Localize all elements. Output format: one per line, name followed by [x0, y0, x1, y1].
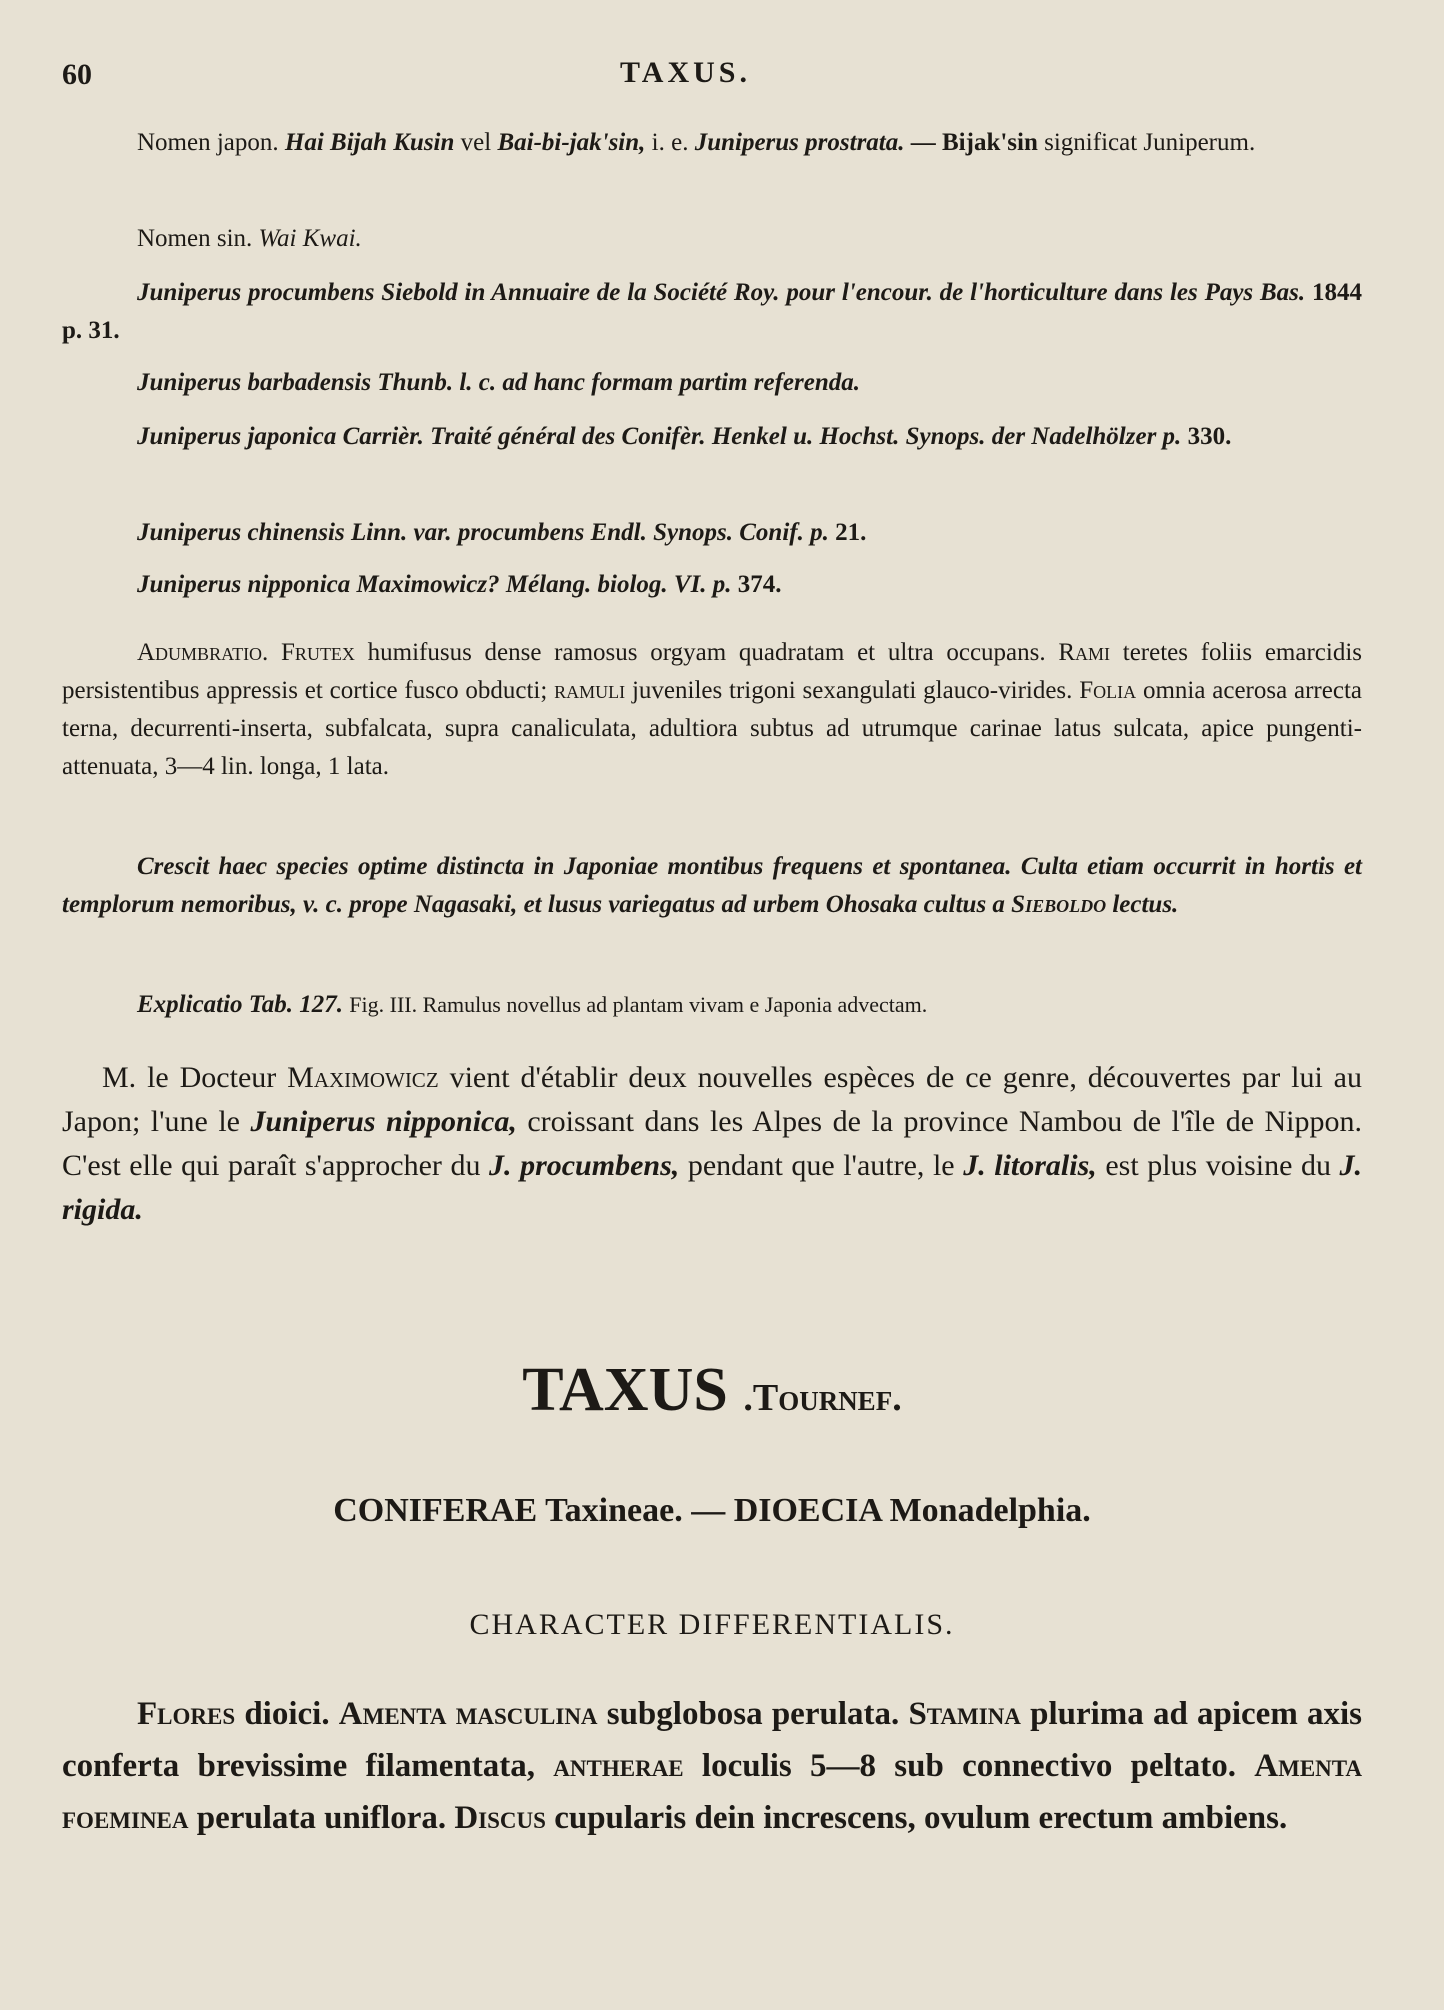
french-paragraph: M. le Docteur Maximowicz vient d'établir deux nouvelles espèces de ce genre, découvertes par lui au Japon; l'une le Juniperus nipponica, croissant dans les Alpes de la province Nambou de l'île de Nippon. C'est elle qui paraît s'approcher du J. procumbens, pendant que l'autre, le J. litoralis, est plus voisine du J. rigida.: [62, 1061, 1363, 1226]
family-line: CONIFERAE Taxineae. — DIOECIA Monadelphia.: [333, 1492, 1091, 1529]
synonym-4: Juniperus chinensis Linn. var. procumbens Endl. Synops. Conif. p. 21.: [137, 519, 867, 546]
ie-word: i. e.: [651, 129, 689, 156]
meaning: Juniperus prostrata.: [694, 129, 905, 156]
synonym-1: Juniperus procumbens Siebold in Annuaire de la Société Roy. pour l'encour. de l'horticulture dans les Pays Bas. 1844 p. 31.: [62, 279, 1363, 344]
synonym-2: Juniperus barbadensis Thunb. l. c. ad hanc formam partim referenda.: [137, 369, 861, 396]
chinese-name: Wai Kwai.: [258, 225, 362, 252]
adumbratio-label: Adumbratio.: [137, 639, 269, 666]
adumbratio-paragraph: Adumbratio. Frutex humifusus dense ramosus orgyam quadratam et ultra occupans. Rami teretes foliis emarcidis persistentibus appressis et cortice fusco obducti; ramuli juveniles trigoni sexangulati glauco-virides. Folia omnia acerosa arrecta terna, decurrenti-inserta, subfalcata, supra canaliculata, adultiora subtus ad utrumque carinae latus sulcata, apice pungenti-attenuata, 3—4 lin. longa, 1 lata.: [62, 639, 1363, 780]
genus-name: TAXUS: [522, 1356, 728, 1424]
vel-word: vel: [460, 129, 492, 156]
genus-authority: .Tournef.: [743, 1377, 902, 1419]
explicatio-line: Explicatio Tab. 127. Fig. III. Ramulus novellus ad plantam vivam e Japonia advectam.: [137, 991, 928, 1018]
dash-text: — Bijak'sin: [910, 129, 1038, 156]
nomen-sin-label: Nomen sin.: [137, 225, 253, 252]
synonym-5: Juniperus nipponica Maximowicz? Mélang. biolog. VI. p. 374.: [137, 571, 782, 598]
nomen-japon-paragraph: [62, 124, 1362, 162]
explicatio-label: Explicatio Tab. 127.: [137, 991, 344, 1018]
running-head: TAXUS.: [620, 56, 751, 89]
japanese-name-2: Bai-bi-jak'sin,: [497, 129, 646, 156]
nomen-japon-label: Nomen japon.: [137, 129, 279, 156]
genus-title: [62, 1355, 1362, 1426]
character-differentialis-heading: CHARACTER DIFFERENTIALIS.: [469, 1608, 955, 1641]
nomen-japon-line2: significat Juniperum.: [1044, 129, 1256, 156]
page-number: 60: [62, 58, 92, 91]
habitat-paragraph: Crescit haec species optime distincta in Japoniae montibus frequens et spontanea. Culta etiam occurrit in hortis et templorum nemoribus, v. c. prope Nagasaki, et lusus variegatus ad urbem Ohosaka cultus a Sieboldo lectus.: [62, 853, 1362, 918]
synonym-3: Juniperus japonica Carrièr. Traité général des Conifèr. Henkel u. Hochst. Synops. der Nadelhölzer p. 330.: [137, 423, 1232, 450]
character-paragraph: Flores dioici. Amenta masculina subglobosa perulata. Stamina plurima ad apicem axis conferta brevissime filamentata, antherae loculis 5—8 sub connectivo peltato. Amenta foeminea perulata uniflora. Discus cupularis dein increscens, ovulum erectum ambiens.: [62, 1696, 1363, 1836]
nomen-sin-paragraph: [62, 220, 1362, 258]
japanese-name: Hai Bijah Kusin: [284, 129, 455, 156]
